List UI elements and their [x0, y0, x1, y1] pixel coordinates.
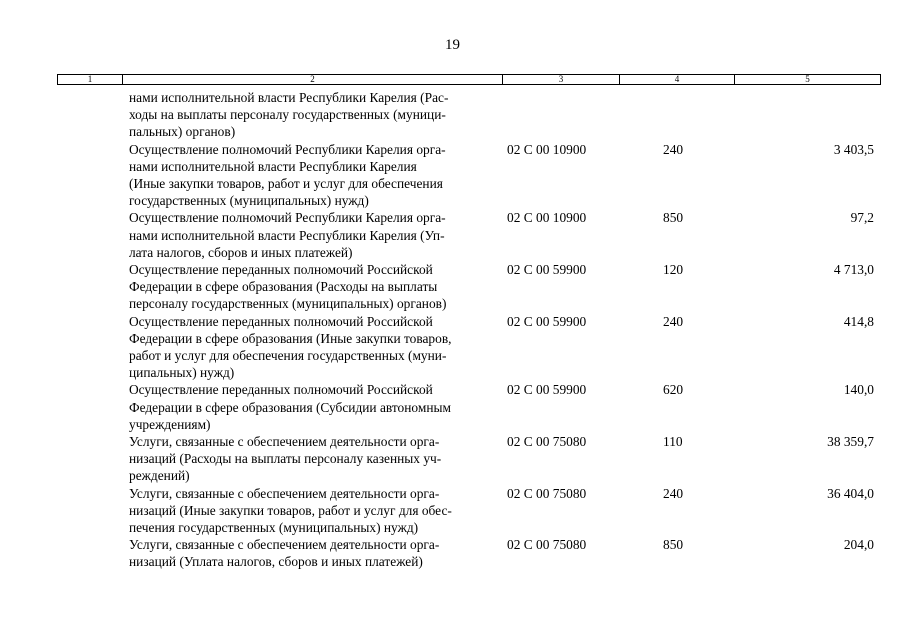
row-amount: 36 404,0 [827, 485, 874, 501]
row-description: Осуществление переданных полномочий Российской Федерации в сфере образования (Субсидии автономным учреждениям) [129, 382, 451, 432]
row-amount: 38 359,7 [827, 434, 874, 450]
row-amount: 204,0 [843, 537, 874, 553]
row-target-code: 02 С 00 75080 [507, 485, 587, 501]
row-amount: 4 713,0 [833, 262, 874, 278]
row-expense-type-code: 620 [663, 382, 684, 398]
row-description: Осуществление полномочий Республики Карелия орга- нами исполнительной власти Республики Карелия (Иные закупки товаров, работ и услуг для обеспечения государственных (муниципальных) нужд) [129, 141, 446, 209]
column-number-1: 1 [58, 75, 123, 85]
row-expense-type-code: 850 [663, 537, 684, 553]
row-target-code: 02 С 00 75080 [507, 537, 587, 553]
row-target-code: 02 С 00 59900 [507, 262, 587, 278]
row-description: Осуществление переданных полномочий Российской Федерации в сфере образования (Иные закупки товаров, работ и услуг для обеспечения государственных (муни- ципальных) нужд) [129, 313, 452, 381]
row-description: Осуществление переданных полномочий Российской Федерации в сфере образования (Расходы на выплаты персоналу государственных (муниципальных) органов) [129, 262, 447, 312]
budget-table-body [57, 89, 880, 571]
row-expense-type-code: 240 [663, 141, 684, 157]
row-target-code: 02 С 00 59900 [507, 382, 587, 398]
row-expense-type-code: 110 [663, 434, 683, 450]
row-amount: 414,8 [843, 313, 874, 329]
row-description: Осуществление полномочий Республики Карелия орга- нами исполнительной власти Республики Карелия (Уп- лата налогов, сборов и иных платежей) [129, 210, 446, 260]
row-target-code: 02 С 00 59900 [507, 313, 587, 329]
table-row [57, 485, 880, 537]
table-row [57, 381, 880, 433]
table-row [57, 433, 880, 485]
table-row [57, 536, 880, 570]
row-description: Услуги, связанные с обеспечением деятельности орга- низаций (Иные закупки товаров, работ и услуг для обес- печения государственных (муниципальных) нужд) [129, 485, 452, 536]
row-expense-type-code: 240 [663, 313, 684, 329]
row-amount: 140,0 [843, 382, 874, 398]
table-row [57, 209, 880, 261]
row-target-code: 02 С 00 10900 [507, 141, 587, 157]
table-row [57, 261, 880, 313]
row-description: Услуги, связанные с обеспечением деятельности орга- низаций (Уплата налогов, сборов и иных платежей) [129, 537, 440, 570]
row-amount: 97,2 [850, 210, 874, 226]
column-number-5: 5 [735, 75, 881, 85]
column-number-4: 4 [620, 75, 735, 85]
row-expense-type-code: 850 [663, 210, 684, 226]
row-description: Услуги, связанные с обеспечением деятельности орга- низаций (Расходы на выплаты персоналу казенных уч- реждений) [129, 434, 442, 484]
row-target-code: 02 С 00 75080 [507, 434, 587, 450]
column-number-3: 3 [503, 75, 620, 85]
row-expense-type-code: 240 [663, 485, 684, 501]
table-row [57, 89, 880, 141]
table-row [57, 141, 880, 210]
column-number-header [57, 74, 881, 85]
page-number: 19 [445, 37, 460, 53]
column-number-2: 2 [123, 75, 503, 85]
row-description: нами исполнительной власти Республики Карелия (Рас- ходы на выплаты персоналу государственных (муници- пальных) органов) [129, 90, 449, 140]
row-target-code: 02 С 00 10900 [507, 210, 587, 226]
table-row [57, 313, 880, 382]
row-amount: 3 403,5 [833, 141, 874, 157]
row-expense-type-code: 120 [663, 262, 684, 278]
